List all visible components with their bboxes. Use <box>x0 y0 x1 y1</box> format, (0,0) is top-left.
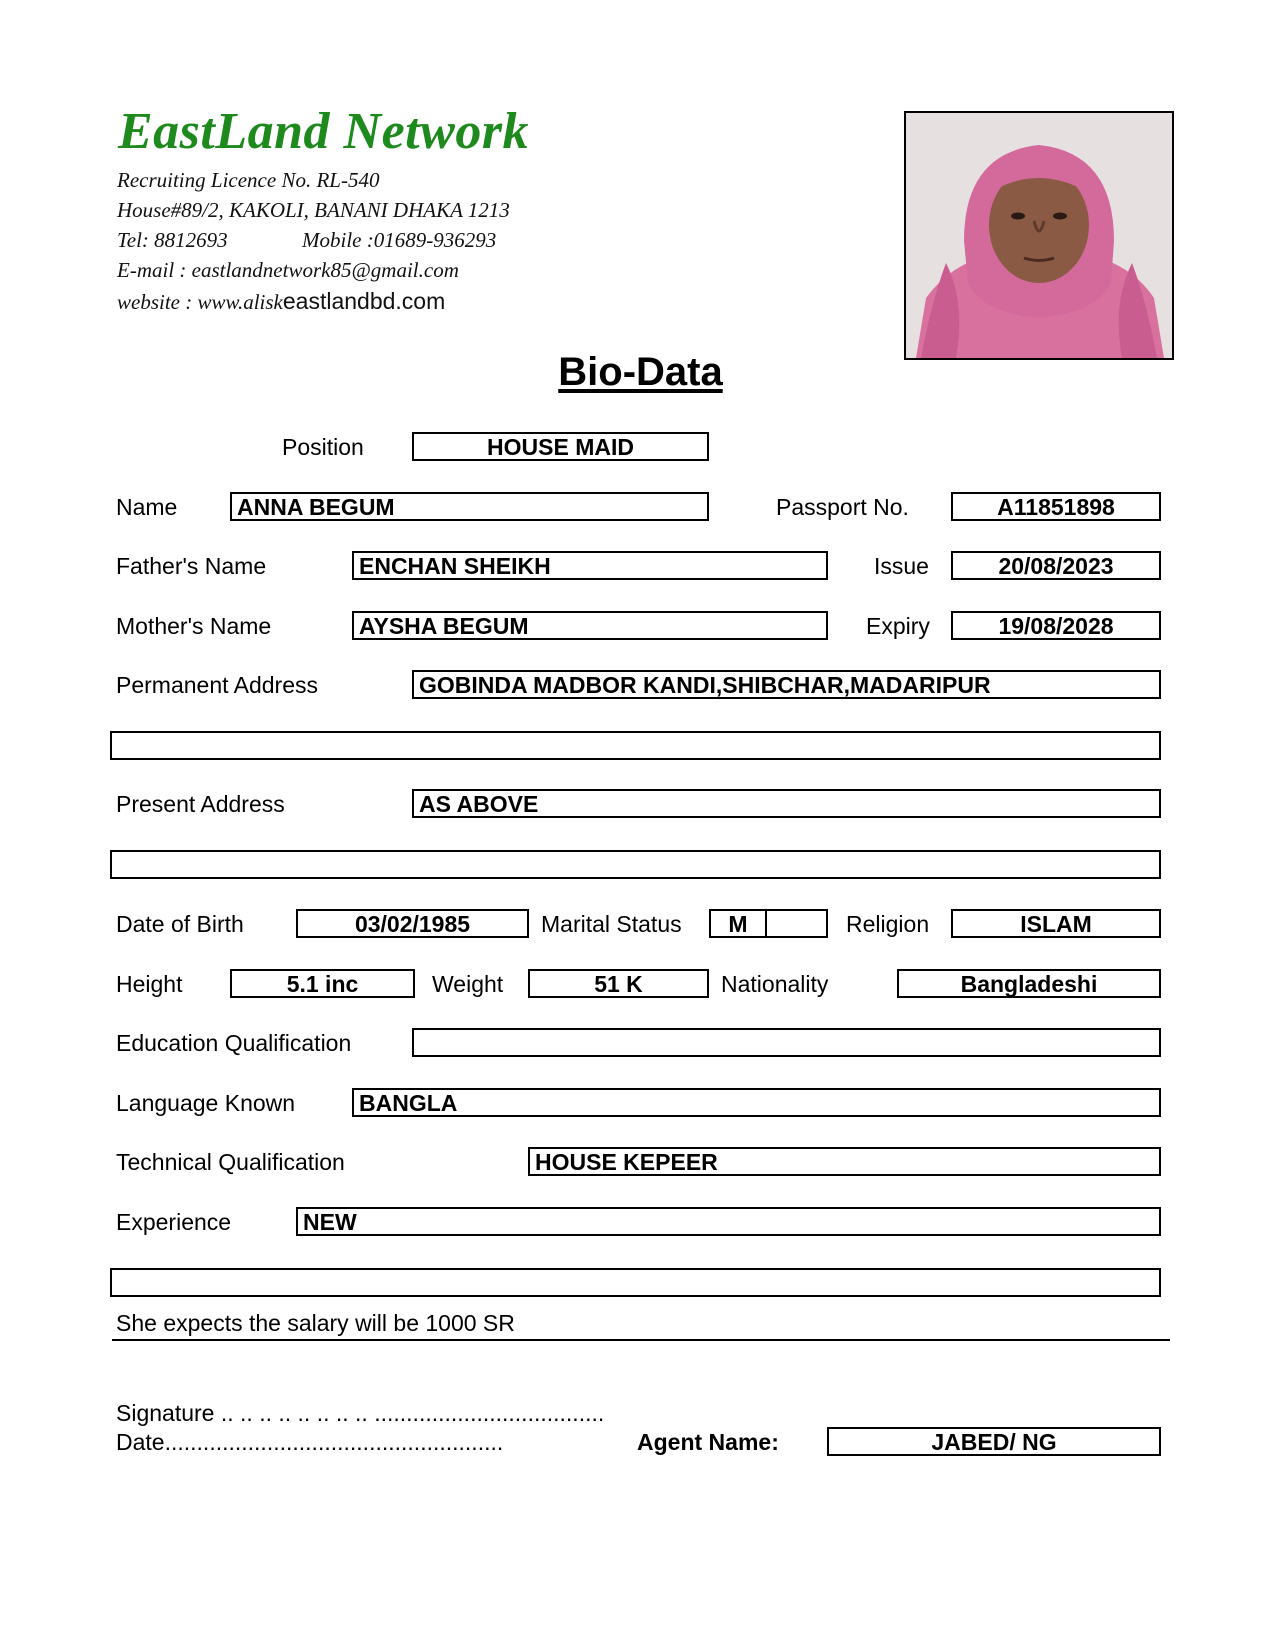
language-label: Language Known <box>116 1090 296 1116</box>
signature-line: Signature .. .. .. .. .. .. .. .. .................................... <box>116 1400 605 1426</box>
experience-label: Experience <box>116 1209 232 1235</box>
education-field <box>412 1028 1161 1057</box>
position-field: HOUSE MAID <box>412 432 709 461</box>
religion-field: ISLAM <box>951 909 1161 938</box>
permanent-address-line2 <box>110 731 1161 760</box>
present-address-field: AS ABOVE <box>412 789 1161 818</box>
position-label: Position <box>282 434 364 460</box>
document-title: Bio-Data <box>558 350 723 394</box>
fathers-name-label: Father's Name <box>116 553 267 579</box>
expiry-date-field: 19/08/2028 <box>951 611 1161 640</box>
mothers-name-label: Mother's Name <box>116 613 272 639</box>
permanent-address-label: Permanent Address <box>116 672 319 698</box>
experience-field: NEW <box>296 1207 1161 1236</box>
passport-field: A11851898 <box>951 492 1161 521</box>
weight-label: Weight <box>432 971 504 997</box>
expiry-label: Expiry <box>866 613 930 639</box>
portrait-image <box>906 113 1172 358</box>
email: E-mail : eastlandnetwork85@gmail.com <box>117 258 459 282</box>
experience-line2 <box>110 1268 1161 1297</box>
education-label: Education Qualification <box>116 1030 352 1056</box>
agent-name-field: JABED/ NG <box>827 1427 1161 1456</box>
salary-note: She expects the salary will be 1000 SR <box>116 1310 515 1336</box>
marital-status-label: Marital Status <box>541 911 682 937</box>
weight-field: 51 K <box>528 969 709 998</box>
permanent-address-field: GOBINDA MADBOR KANDI,SHIBCHAR,MADARIPUR <box>412 670 1161 699</box>
company-name: EastLand Network <box>118 103 530 160</box>
marital-status-value: M <box>728 911 748 937</box>
nationality-label: Nationality <box>721 971 829 997</box>
dob-label: Date of Birth <box>116 911 244 937</box>
present-address-label: Present Address <box>116 791 285 817</box>
language-field: BANGLA <box>352 1088 1161 1117</box>
present-address-line2 <box>110 850 1161 879</box>
salary-underline <box>112 1339 1170 1341</box>
website <box>117 288 445 315</box>
agent-name-label: Agent Name: <box>637 1429 779 1455</box>
issue-label: Issue <box>874 553 929 579</box>
technical-field: HOUSE KEPEER <box>528 1147 1161 1176</box>
technical-label: Technical Qualification <box>116 1149 345 1175</box>
website-label: website : www.alisk <box>117 290 283 314</box>
marital-status-field <box>709 909 828 938</box>
fathers-name-field: ENCHAN SHEIKH <box>352 551 828 580</box>
issue-date-field: 20/08/2023 <box>951 551 1161 580</box>
website-domain: eastlandbd.com <box>282 288 446 314</box>
nationality-field: Bangladeshi <box>897 969 1161 998</box>
height-label: Height <box>116 971 183 997</box>
passport-label: Passport No. <box>776 494 909 520</box>
dob-field: 03/02/1985 <box>296 909 529 938</box>
mothers-name-field: AYSHA BEGUM <box>352 611 828 640</box>
mobile: Mobile :01689-936293 <box>302 228 497 252</box>
height-field: 5.1 inc <box>230 969 415 998</box>
candidate-photo <box>904 111 1174 360</box>
marital-divider <box>765 911 767 936</box>
name-field: ANNA BEGUM <box>230 492 709 521</box>
telephone: Tel: 8812693 <box>117 228 228 252</box>
company-address: House#89/2, KAKOLI, BANANI DHAKA 1213 <box>117 198 510 222</box>
licence-number: Recruiting Licence No. RL-540 <box>117 168 380 192</box>
name-label: Name <box>116 494 178 520</box>
date-line: Date..................................................... <box>116 1429 504 1455</box>
religion-label: Religion <box>846 911 930 937</box>
